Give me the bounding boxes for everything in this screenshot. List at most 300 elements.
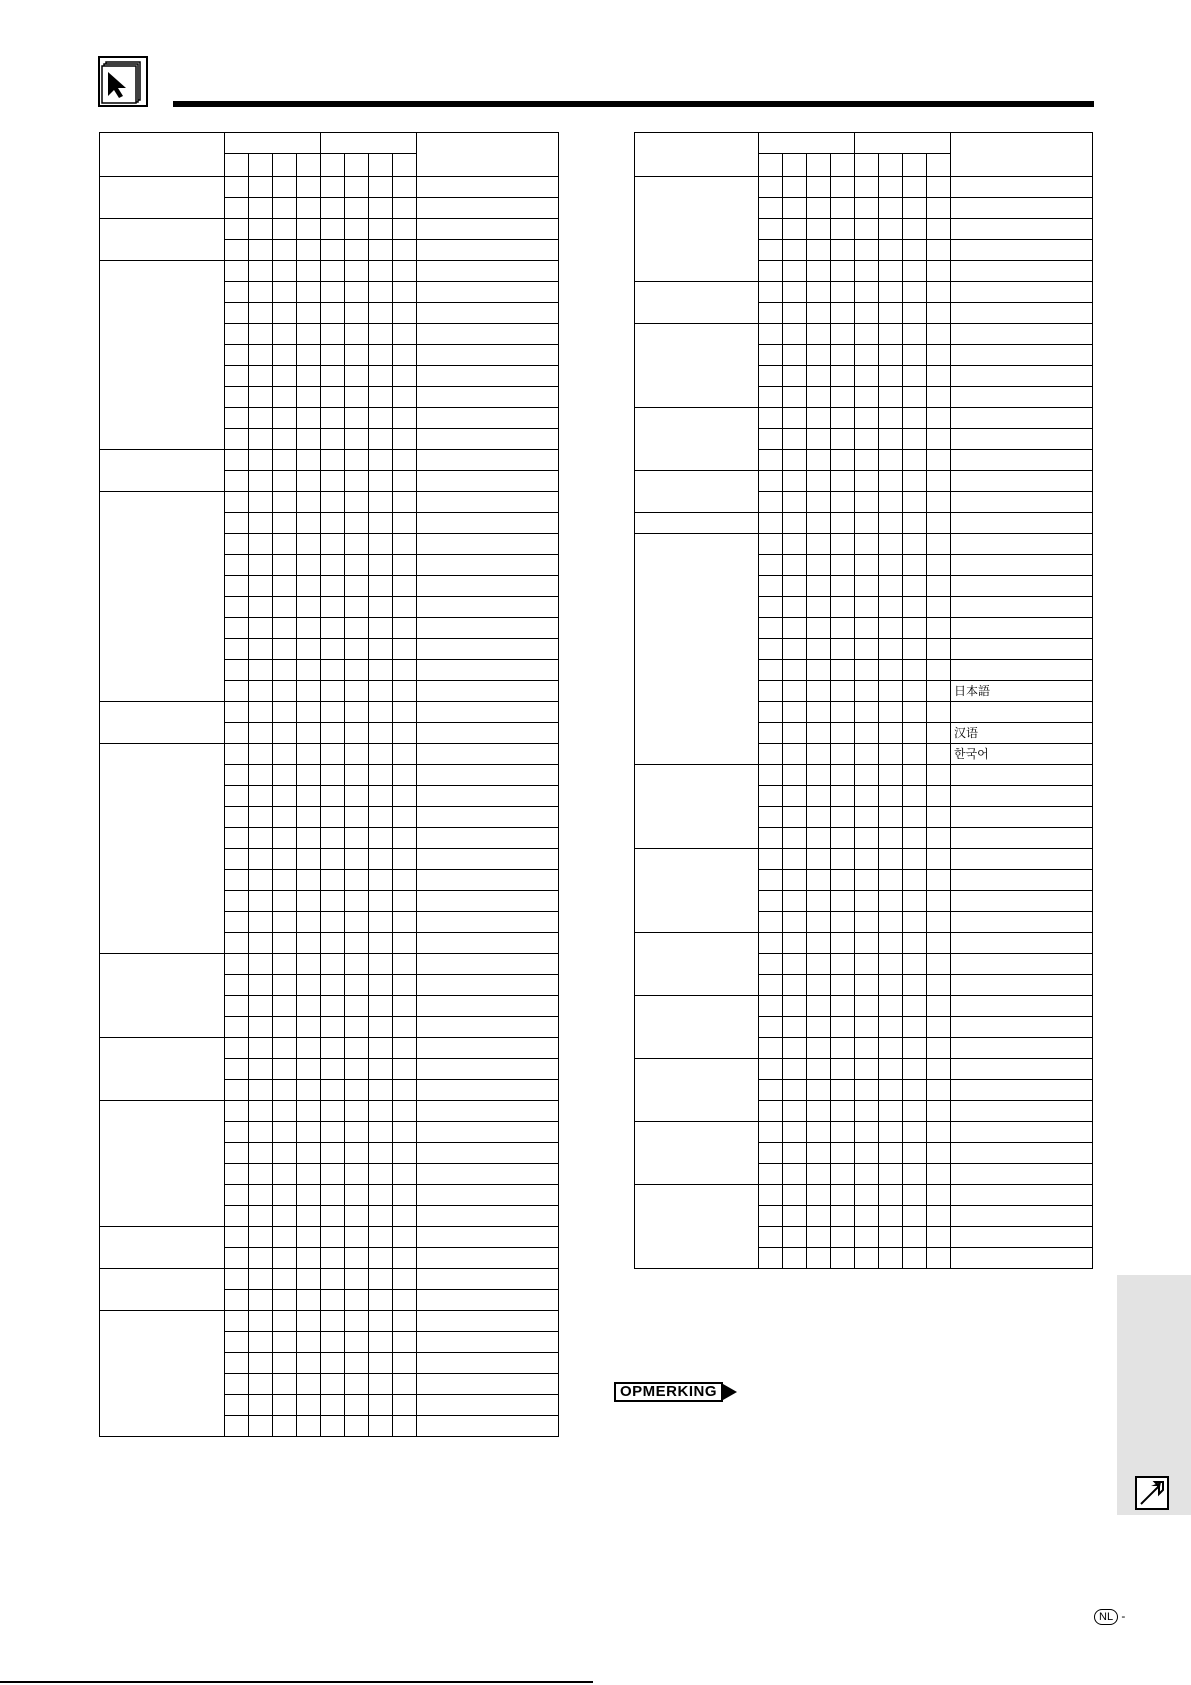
right-value-cell — [951, 1185, 1093, 1206]
table-cell — [831, 1017, 855, 1038]
table-cell — [879, 492, 903, 513]
left-value-cell — [417, 1416, 559, 1437]
table-cell — [831, 1227, 855, 1248]
table-cell — [807, 450, 831, 471]
table-cell — [345, 324, 369, 345]
table-cell — [879, 408, 903, 429]
table-row — [635, 513, 1093, 534]
table-cell — [321, 702, 345, 723]
right-value-cell — [951, 345, 1093, 366]
table-cell — [225, 1164, 249, 1185]
right-value-cell — [951, 1038, 1093, 1059]
table-cell — [321, 849, 345, 870]
table-cell — [927, 639, 951, 660]
table-cell — [879, 912, 903, 933]
right-value-cell — [951, 555, 1093, 576]
table-cell — [783, 744, 807, 765]
table-cell — [807, 282, 831, 303]
table-cell — [321, 1059, 345, 1080]
table-cell — [297, 618, 321, 639]
table-cell — [855, 1206, 879, 1227]
table-cell — [273, 471, 297, 492]
table-cell — [321, 429, 345, 450]
table-cell — [369, 303, 393, 324]
table-cell — [831, 1038, 855, 1059]
table-cell — [321, 1101, 345, 1122]
table-cell — [783, 849, 807, 870]
table-cell — [393, 1395, 417, 1416]
table-cell — [393, 1290, 417, 1311]
table-cell — [321, 177, 345, 198]
table-cell — [393, 1353, 417, 1374]
table-cell — [855, 240, 879, 261]
table-cell — [345, 618, 369, 639]
table-cell — [759, 471, 783, 492]
table-cell — [879, 807, 903, 828]
table-cell — [225, 828, 249, 849]
table-row — [635, 933, 1093, 954]
table-cell — [321, 1248, 345, 1269]
table-cell — [927, 177, 951, 198]
table-cell — [249, 870, 273, 891]
table-cell — [879, 1122, 903, 1143]
table-cell — [297, 555, 321, 576]
right-value-cell — [951, 828, 1093, 849]
table-cell — [297, 1248, 321, 1269]
table-cell — [345, 807, 369, 828]
table-cell — [903, 534, 927, 555]
table-cell — [369, 849, 393, 870]
table-cell — [273, 534, 297, 555]
table-cell — [249, 702, 273, 723]
table-cell — [831, 576, 855, 597]
table-cell — [807, 618, 831, 639]
table-cell — [759, 177, 783, 198]
table-cell — [855, 1038, 879, 1059]
table-cell — [759, 1248, 783, 1269]
table-cell — [879, 576, 903, 597]
right-group-label — [635, 471, 759, 513]
table-cell — [831, 429, 855, 450]
table-cell — [321, 954, 345, 975]
table-cell — [225, 303, 249, 324]
table-cell — [831, 324, 855, 345]
table-cell — [759, 513, 783, 534]
table-cell — [903, 450, 927, 471]
table-cell — [831, 471, 855, 492]
right-value-cell — [951, 492, 1093, 513]
table-cell — [249, 282, 273, 303]
table-cell — [783, 660, 807, 681]
table-cell — [879, 324, 903, 345]
left-spec-table — [99, 132, 559, 1437]
table-cell — [807, 1248, 831, 1269]
table-cell — [369, 1290, 393, 1311]
table-cell — [393, 387, 417, 408]
table-cell — [879, 681, 903, 702]
right-subheader-cell — [759, 154, 783, 177]
right-value-cell — [951, 849, 1093, 870]
table-cell — [297, 408, 321, 429]
table-cell — [903, 681, 927, 702]
right-value-cell — [951, 1164, 1093, 1185]
table-cell — [321, 975, 345, 996]
table-cell — [759, 492, 783, 513]
table-cell — [783, 681, 807, 702]
table-cell — [903, 345, 927, 366]
table-cell — [393, 1374, 417, 1395]
table-cell — [321, 513, 345, 534]
table-cell — [321, 933, 345, 954]
table-cell — [225, 933, 249, 954]
table-cell — [225, 471, 249, 492]
table-cell — [249, 1038, 273, 1059]
table-cell — [321, 261, 345, 282]
table-row — [635, 765, 1093, 786]
table-cell — [393, 1143, 417, 1164]
right-group-label — [635, 324, 759, 408]
table-cell — [345, 1395, 369, 1416]
table-cell — [273, 177, 297, 198]
table-cell — [225, 1038, 249, 1059]
table-cell — [807, 954, 831, 975]
table-cell — [759, 534, 783, 555]
left-value-cell — [417, 177, 559, 198]
table-cell — [321, 996, 345, 1017]
table-cell — [927, 261, 951, 282]
table-cell — [927, 1206, 951, 1227]
table-cell — [369, 1206, 393, 1227]
table-cell — [225, 492, 249, 513]
table-cell — [879, 744, 903, 765]
left-header-value — [417, 133, 559, 177]
table-cell — [783, 723, 807, 744]
table-cell — [807, 1080, 831, 1101]
left-value-cell — [417, 1185, 559, 1206]
table-cell — [903, 471, 927, 492]
table-cell — [927, 450, 951, 471]
table-cell — [393, 786, 417, 807]
table-row — [100, 1311, 559, 1332]
right-group-label — [635, 177, 759, 282]
table-cell — [273, 870, 297, 891]
table-cell — [879, 849, 903, 870]
table-cell — [345, 1353, 369, 1374]
table-cell — [273, 681, 297, 702]
table-cell — [903, 933, 927, 954]
table-cell — [903, 177, 927, 198]
table-cell — [249, 1311, 273, 1332]
table-row — [100, 1227, 559, 1248]
table-cell — [831, 366, 855, 387]
table-cell — [879, 639, 903, 660]
left-value-cell — [417, 1206, 559, 1227]
left-value-cell — [417, 639, 559, 660]
table-cell — [225, 681, 249, 702]
right-subheader-cell — [831, 154, 855, 177]
left-value-cell — [417, 807, 559, 828]
left-value-cell — [417, 1395, 559, 1416]
right-value-cell — [951, 240, 1093, 261]
table-cell — [393, 303, 417, 324]
right-value-cell: 日本語 — [951, 681, 1093, 702]
table-cell — [369, 765, 393, 786]
table-cell — [345, 303, 369, 324]
table-cell — [807, 492, 831, 513]
table-cell — [903, 828, 927, 849]
table-cell — [927, 1185, 951, 1206]
table-cell — [297, 975, 321, 996]
table-cell — [345, 702, 369, 723]
table-cell — [273, 408, 297, 429]
table-cell — [249, 1353, 273, 1374]
table-cell — [759, 345, 783, 366]
table-cell — [807, 1206, 831, 1227]
pointer-icon — [1135, 1476, 1169, 1510]
table-cell — [321, 1269, 345, 1290]
table-cell — [831, 303, 855, 324]
table-cell — [831, 555, 855, 576]
right-header-value — [951, 133, 1093, 177]
table-cell — [759, 723, 783, 744]
table-cell — [927, 534, 951, 555]
table-cell — [321, 744, 345, 765]
table-cell — [783, 870, 807, 891]
table-cell — [393, 765, 417, 786]
table-cell — [369, 1395, 393, 1416]
table-cell — [879, 1101, 903, 1122]
table-cell — [927, 807, 951, 828]
table-row — [635, 177, 1093, 198]
table-cell — [297, 1311, 321, 1332]
left-value-cell — [417, 891, 559, 912]
table-cell — [225, 1185, 249, 1206]
table-cell — [903, 996, 927, 1017]
table-cell — [759, 576, 783, 597]
table-row — [635, 471, 1093, 492]
table-cell — [273, 387, 297, 408]
table-cell — [297, 870, 321, 891]
table-cell — [807, 555, 831, 576]
table-cell — [225, 576, 249, 597]
left-value-cell — [417, 1122, 559, 1143]
table-cell — [321, 807, 345, 828]
table-cell — [321, 765, 345, 786]
table-cell — [927, 954, 951, 975]
table-cell — [807, 639, 831, 660]
table-cell — [297, 492, 321, 513]
table-cell — [369, 219, 393, 240]
left-subheader-cell — [369, 154, 393, 177]
table-cell — [783, 1164, 807, 1185]
table-cell — [903, 639, 927, 660]
table-cell — [855, 387, 879, 408]
table-cell — [759, 849, 783, 870]
table-cell — [879, 933, 903, 954]
table-cell — [273, 597, 297, 618]
table-cell — [903, 555, 927, 576]
table-cell — [927, 975, 951, 996]
table-cell — [879, 261, 903, 282]
table-cell — [831, 1248, 855, 1269]
table-cell — [927, 1164, 951, 1185]
table-cell — [393, 1101, 417, 1122]
table-cell — [393, 513, 417, 534]
table-cell — [807, 1059, 831, 1080]
table-cell — [345, 828, 369, 849]
table-cell — [855, 891, 879, 912]
table-cell — [807, 534, 831, 555]
table-cell — [345, 576, 369, 597]
table-row — [635, 324, 1093, 345]
left-value-cell — [417, 1227, 559, 1248]
table-cell — [297, 786, 321, 807]
table-cell — [879, 219, 903, 240]
table-cell — [273, 261, 297, 282]
table-cell — [927, 912, 951, 933]
left-value-cell — [417, 828, 559, 849]
table-cell — [783, 639, 807, 660]
table-cell — [225, 345, 249, 366]
table-cell — [831, 1122, 855, 1143]
table-cell — [759, 1185, 783, 1206]
table-cell — [249, 1164, 273, 1185]
table-cell — [879, 240, 903, 261]
table-cell — [759, 786, 783, 807]
table-cell — [249, 303, 273, 324]
table-cell — [855, 1017, 879, 1038]
table-cell — [855, 261, 879, 282]
table-cell — [273, 1185, 297, 1206]
table-cell — [807, 366, 831, 387]
table-cell — [879, 366, 903, 387]
table-cell — [225, 534, 249, 555]
table-cell — [903, 849, 927, 870]
table-cell — [345, 723, 369, 744]
table-cell — [393, 1269, 417, 1290]
left-value-cell — [417, 996, 559, 1017]
table-cell — [249, 471, 273, 492]
table-cell — [225, 219, 249, 240]
table-row — [635, 408, 1093, 429]
table-cell — [297, 324, 321, 345]
table-cell — [831, 828, 855, 849]
table-cell — [783, 534, 807, 555]
table-cell — [393, 324, 417, 345]
table-cell — [783, 555, 807, 576]
table-cell — [903, 807, 927, 828]
left-value-cell — [417, 765, 559, 786]
table-cell — [249, 1017, 273, 1038]
table-cell — [345, 219, 369, 240]
table-cell — [831, 702, 855, 723]
table-cell — [393, 429, 417, 450]
table-cell — [273, 786, 297, 807]
table-cell — [249, 723, 273, 744]
table-cell — [927, 786, 951, 807]
table-cell — [225, 555, 249, 576]
table-cell — [831, 240, 855, 261]
table-cell — [783, 1059, 807, 1080]
table-cell — [345, 1017, 369, 1038]
table-cell — [249, 828, 273, 849]
left-value-cell — [417, 366, 559, 387]
left-value-cell — [417, 681, 559, 702]
table-cell — [831, 870, 855, 891]
table-cell — [879, 198, 903, 219]
table-cell — [903, 618, 927, 639]
table-cell — [225, 954, 249, 975]
table-cell — [927, 849, 951, 870]
table-cell — [759, 366, 783, 387]
table-cell — [903, 1101, 927, 1122]
table-cell — [225, 618, 249, 639]
table-cell — [855, 870, 879, 891]
table-cell — [297, 1185, 321, 1206]
right-value-cell — [951, 303, 1093, 324]
table-cell — [345, 1059, 369, 1080]
table-cell — [783, 996, 807, 1017]
table-cell — [249, 786, 273, 807]
table-cell — [273, 1248, 297, 1269]
table-cell — [759, 555, 783, 576]
table-cell — [249, 492, 273, 513]
table-cell — [783, 282, 807, 303]
table-cell — [297, 1059, 321, 1080]
table-cell — [249, 240, 273, 261]
table-cell — [927, 1038, 951, 1059]
table-cell — [393, 177, 417, 198]
table-cell — [345, 1332, 369, 1353]
table-cell — [321, 681, 345, 702]
table-cell — [879, 387, 903, 408]
table-cell — [783, 786, 807, 807]
table-cell — [807, 345, 831, 366]
table-cell — [369, 597, 393, 618]
table-cell — [249, 1122, 273, 1143]
left-subheader-cell — [297, 154, 321, 177]
table-cell — [927, 240, 951, 261]
table-cell — [249, 849, 273, 870]
left-value-cell — [417, 534, 559, 555]
table-cell — [345, 261, 369, 282]
table-cell — [345, 870, 369, 891]
table-cell — [273, 1311, 297, 1332]
table-cell — [273, 639, 297, 660]
table-cell — [249, 597, 273, 618]
table-row — [100, 177, 559, 198]
table-cell — [855, 1164, 879, 1185]
table-cell — [249, 1227, 273, 1248]
table-cell — [393, 261, 417, 282]
table-cell — [903, 492, 927, 513]
table-cell — [393, 1059, 417, 1080]
table-cell — [903, 303, 927, 324]
table-cell — [807, 1038, 831, 1059]
table-cell — [249, 744, 273, 765]
table-cell — [855, 555, 879, 576]
table-row — [100, 954, 559, 975]
table-cell — [783, 1017, 807, 1038]
table-cell — [879, 1080, 903, 1101]
table-cell — [369, 744, 393, 765]
left-value-cell — [417, 1353, 559, 1374]
table-cell — [927, 1227, 951, 1248]
table-cell — [369, 639, 393, 660]
table-cell — [273, 1290, 297, 1311]
table-cell — [903, 366, 927, 387]
table-cell — [249, 513, 273, 534]
